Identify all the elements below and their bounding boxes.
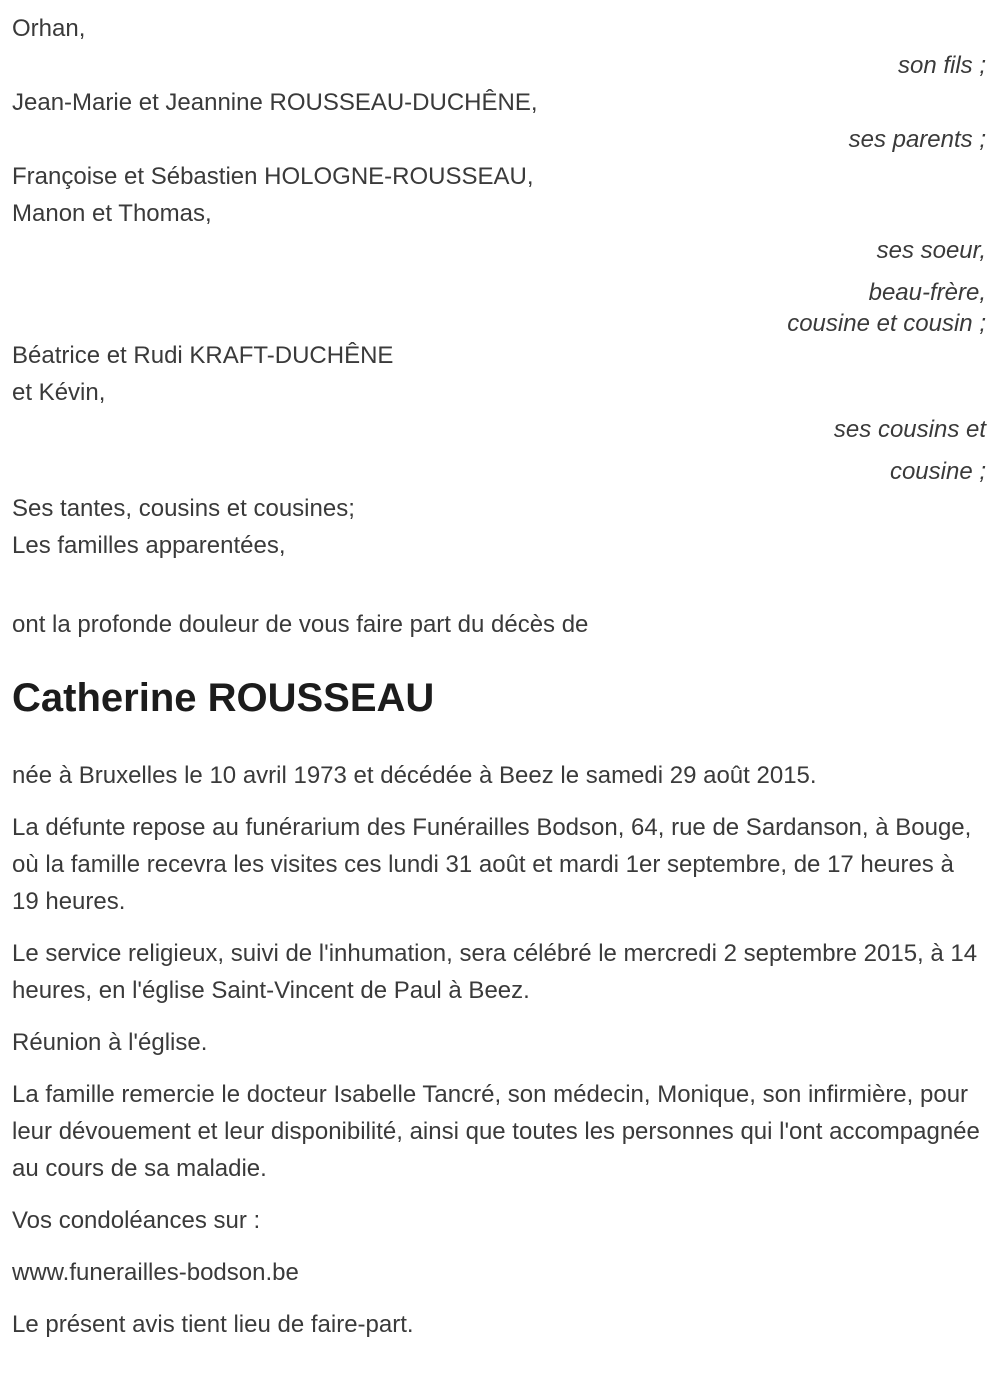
- relation-label: cousine ;: [889, 458, 986, 485]
- family-names-line: Françoise et Sébastien HOLOGNE-ROUSSEAU,: [12, 163, 534, 190]
- family-names-line: Manon et Thomas,: [12, 200, 212, 227]
- relation-label: beau-frère,: [868, 279, 986, 306]
- relation-label: son fils ;: [897, 52, 986, 79]
- family-names-line: et Kévin,: [12, 379, 106, 406]
- life-dates-line: née à Bruxelles le 10 avril 1973 et décédée à Beez le samedi 29 août 2015.: [12, 762, 817, 789]
- website-link[interactable]: www.funerailles-bodson.be: [12, 1259, 299, 1286]
- condolences-label: Vos condoléances sur :: [12, 1207, 261, 1234]
- meeting-line: Réunion à l'église.: [12, 1029, 208, 1056]
- family-names-line: Orhan,: [12, 15, 86, 42]
- relation-label: ses soeur,: [876, 237, 986, 264]
- thanks-paragraph: La famille remercie le docteur Isabelle Tancré, son médecin, Monique, son infirmière, pour leur dévouement et leur disponibilité, ainsi que toutes les personnes qui l'ont accompagnée au cours de sa maladie.: [12, 1081, 980, 1182]
- family-names-line: Les familles apparentées,: [12, 532, 286, 559]
- intro-line: ont la profonde douleur de vous faire part du décès de: [12, 611, 589, 638]
- relation-label: ses parents ;: [848, 126, 986, 153]
- family-names-line: Ses tantes, cousins et cousines;: [12, 495, 355, 522]
- family-section: [12, 10, 986, 564]
- visitation-paragraph: La défunte repose au funérarium des Funérailles Bodson, 64, rue de Sardanson, à Bouge, où la famille recevra les visites ces lundi 31 août et mardi 1er septembre, de 17 heures à 19 heures.: [12, 814, 972, 915]
- website-line: [12, 1254, 986, 1291]
- footer-notice: Le présent avis tient lieu de faire-part.: [12, 1311, 414, 1338]
- deceased-name: Catherine ROUSSEAU: [12, 676, 435, 720]
- relation-label: cousine et cousin ;: [787, 310, 986, 337]
- service-paragraph: Le service religieux, suivi de l'inhumation, sera célébré le mercredi 2 septembre 2015, à 14 heures, en l'église Saint-Vincent de Paul à Beez.: [12, 940, 978, 1004]
- announcement-section: [12, 606, 986, 1343]
- family-names-line: Béatrice et Rudi KRAFT-DUCHÊNE: [12, 342, 394, 369]
- relation-label: ses cousins et: [833, 416, 986, 443]
- family-names-line: Jean-Marie et Jeannine ROUSSEAU-DUCHÊNE,: [12, 89, 538, 116]
